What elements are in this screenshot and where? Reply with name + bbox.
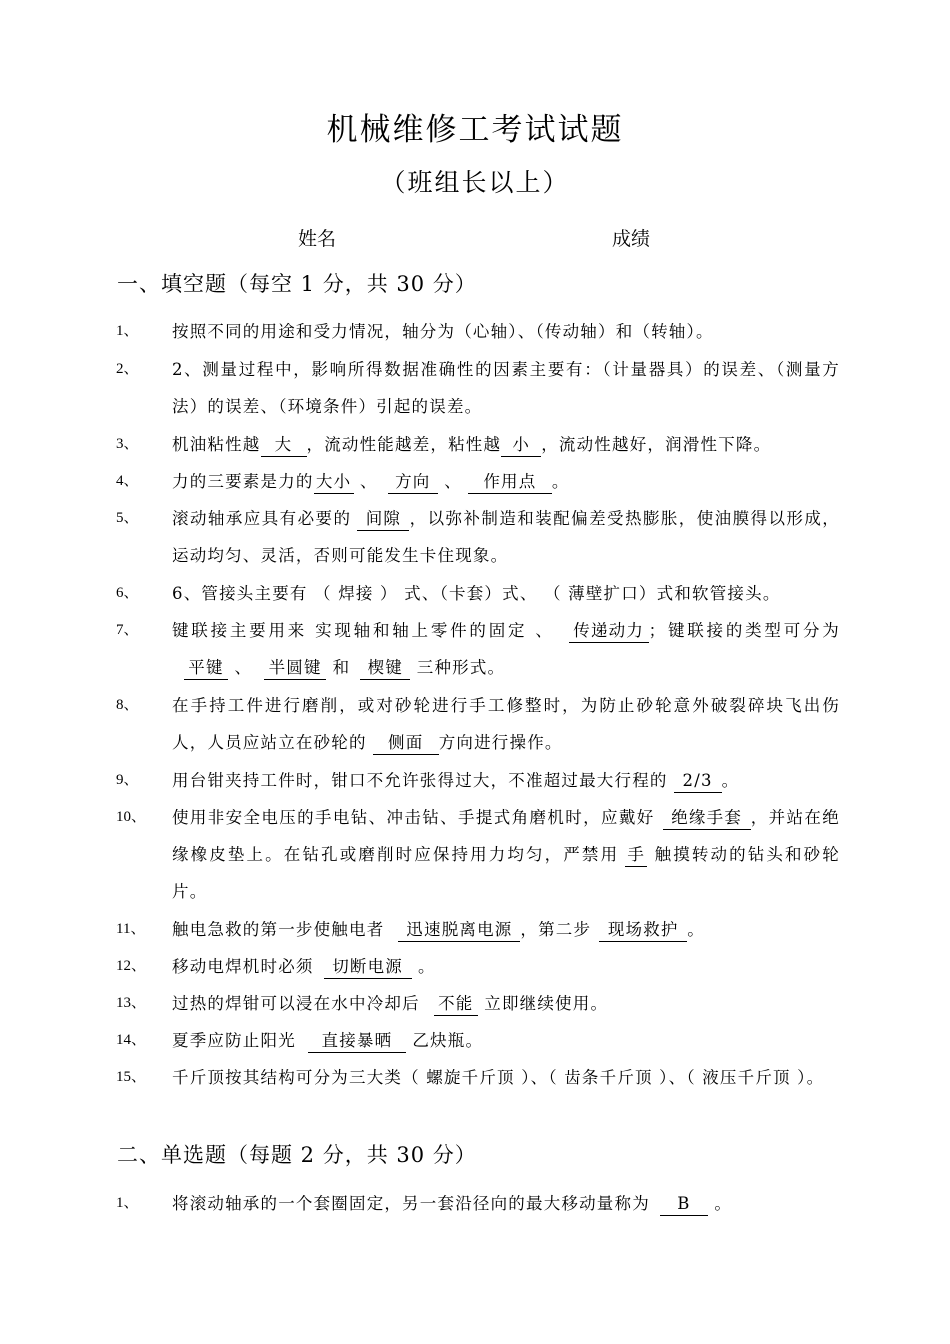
question-text: 方向进行操作。 xyxy=(438,733,563,752)
answer-blank: 绝缘手套 xyxy=(663,807,751,830)
question-11 xyxy=(116,911,840,948)
question-text: 。 xyxy=(707,1194,733,1213)
answer-blank: 现场救护 xyxy=(599,919,687,942)
answer-blank: 作用点 xyxy=(468,471,552,494)
answer-blank: B xyxy=(660,1193,708,1216)
question-10 xyxy=(116,799,840,910)
question-text: 将滚动轴承的一个套圈固定，另一套沿径向的最大移动量称为 xyxy=(172,1194,650,1213)
question-8 xyxy=(116,687,840,761)
answer-blank: 手 xyxy=(625,844,647,867)
answer-blank: 半圆键 xyxy=(264,657,326,680)
question-text: 。 xyxy=(551,472,570,491)
question-text: 力的三要素是力的 xyxy=(172,472,314,491)
question-number: 15、 xyxy=(116,1069,147,1085)
question-text: ，流动性能越差，粘性越 xyxy=(306,435,502,454)
answer-blank: 间隙 xyxy=(357,508,409,531)
question-15 xyxy=(116,1059,840,1096)
score-label: 成绩 xyxy=(612,228,651,250)
question-number: 10、 xyxy=(116,809,147,825)
question-number: 3、 xyxy=(116,436,139,452)
question-number: 4、 xyxy=(116,473,139,489)
question-text: 立即继续使用。 xyxy=(477,994,609,1013)
question-text: 、 xyxy=(353,472,378,491)
question-text: 触电急救的第一步使触电者 xyxy=(172,920,385,939)
question-text: 。 xyxy=(411,957,436,976)
question-4 xyxy=(116,463,840,500)
answer-blank: 小 xyxy=(501,434,541,457)
question-number: 13、 xyxy=(116,995,147,1011)
question-7 xyxy=(116,612,840,686)
question-number: 14、 xyxy=(116,1032,147,1048)
answer-blank: 方向 xyxy=(388,471,438,494)
question-6 xyxy=(116,575,840,612)
question-number: 1、 xyxy=(116,323,139,339)
question-text: 过热的焊钳可以浸在水中冷却后 xyxy=(172,994,420,1013)
question-text: 键联接主要用来 实现轴和轴上零件的固定 、 xyxy=(172,621,555,640)
question-text: 使用非安全电压的手电钻、冲击钻、手提式角磨机时，应戴好 xyxy=(172,808,655,827)
question-12 xyxy=(116,948,840,985)
question-number: 1、 xyxy=(116,1195,139,1211)
question-number: 8、 xyxy=(116,697,139,713)
question-text: 、 xyxy=(437,472,462,491)
answer-blank: 传递动力 xyxy=(569,620,649,643)
question-text: 机油粘性越 xyxy=(172,435,261,454)
question-text: ，并站在绝缘橡皮垫上。在钻孔或磨削时应保持用力均匀，严禁用 xyxy=(172,808,840,864)
page-title: 机械维修工考试试题 xyxy=(326,112,624,148)
question-text: 。 xyxy=(687,920,705,939)
question-text: 千斤顶按其结构可分为三大类（ 螺旋千斤顶 ）、（ 齿条千斤顶 ）、（ 液压千斤顶 ）。 xyxy=(172,1068,825,1087)
answer-blank: 楔键 xyxy=(360,657,410,680)
question-number: 9、 xyxy=(116,772,139,788)
page-subtitle: （班组长以上） xyxy=(380,168,570,197)
question-text: ，以弥补制造和装配偏差受热膨胀，使油膜得以形成，运动均匀、灵活，否则可能发生卡住现象。 xyxy=(172,509,841,565)
question-1 xyxy=(116,313,840,350)
question-text: 6、管接头主要有 （ 焊接 ） 式、（卡套）式、 （ 薄壁扩口）式和软管接头。 xyxy=(172,584,781,603)
question-9 xyxy=(116,762,840,799)
choice-question-1 xyxy=(116,1185,840,1222)
answer-blank: 直接暴晒 xyxy=(308,1030,406,1053)
question-text: 移动电焊机时必须 xyxy=(172,957,314,976)
question-text: 三种形式。 xyxy=(410,658,506,677)
answer-blank: 平键 xyxy=(184,657,228,680)
question-text: 触摸转动的钻头和砂轮片。 xyxy=(172,845,840,901)
question-text: ，流动性越好，润滑性下降。 xyxy=(541,435,772,454)
question-text: 按照不同的用途和受力情况，轴分为（心轴）、（传动轴）和（转轴）。 xyxy=(172,322,714,341)
question-number: 2、 xyxy=(116,361,139,377)
question-number: 7、 xyxy=(116,622,139,638)
question-2 xyxy=(116,351,840,425)
question-text: 、 xyxy=(228,658,253,677)
question-text: 和 xyxy=(326,658,351,677)
question-13 xyxy=(116,985,840,1022)
question-text: 。 xyxy=(721,771,740,790)
question-14 xyxy=(116,1022,840,1059)
question-number: 5、 xyxy=(116,510,139,526)
question-number: 12、 xyxy=(116,958,147,974)
question-text: 乙炔瓶。 xyxy=(405,1031,484,1050)
question-3 xyxy=(116,426,840,463)
question-text: 用台钳夹持工件时，钳口不允许张得过大，不准超过最大行程的 xyxy=(172,771,668,790)
question-text: 在手持工件进行磨削，或对砂轮进行手工修整时，为防止砂轮意外破裂碎块飞出伤人，人员应站立在砂轮的 xyxy=(172,696,840,752)
section-heading-single-choice: 二、单选题（每题 2 分，共 30 分） xyxy=(117,1143,477,1167)
question-text: ；键联接的类型可分为 xyxy=(648,621,840,640)
question-number: 11、 xyxy=(116,921,146,937)
answer-blank: 大 xyxy=(261,434,307,457)
question-text: ，第二步 xyxy=(520,920,592,939)
answer-blank: 侧面 xyxy=(373,732,439,755)
name-label: 姓名 xyxy=(298,228,337,250)
answer-blank: 切断电源 xyxy=(324,956,412,979)
question-5 xyxy=(116,500,840,574)
question-text: 滚动轴承应具有必要的 xyxy=(172,509,352,528)
answer-blank: 不能 xyxy=(434,993,478,1016)
answer-blank: 迅速脱离电源 xyxy=(398,919,520,942)
question-number: 6、 xyxy=(116,585,139,601)
answer-blank: 大小 xyxy=(314,471,354,494)
question-text: 2、测量过程中，影响所得数据准确性的因素主要有：（计量器具）的误差、（测量方法）的误差、（环境条件）引起的误差。 xyxy=(172,360,840,416)
answer-blank: 2/3 xyxy=(674,770,722,793)
section-heading-fill-in: 一、填空题（每空 1 分，共 30 分） xyxy=(117,272,477,296)
question-text: 夏季应防止阳光 xyxy=(172,1031,296,1050)
